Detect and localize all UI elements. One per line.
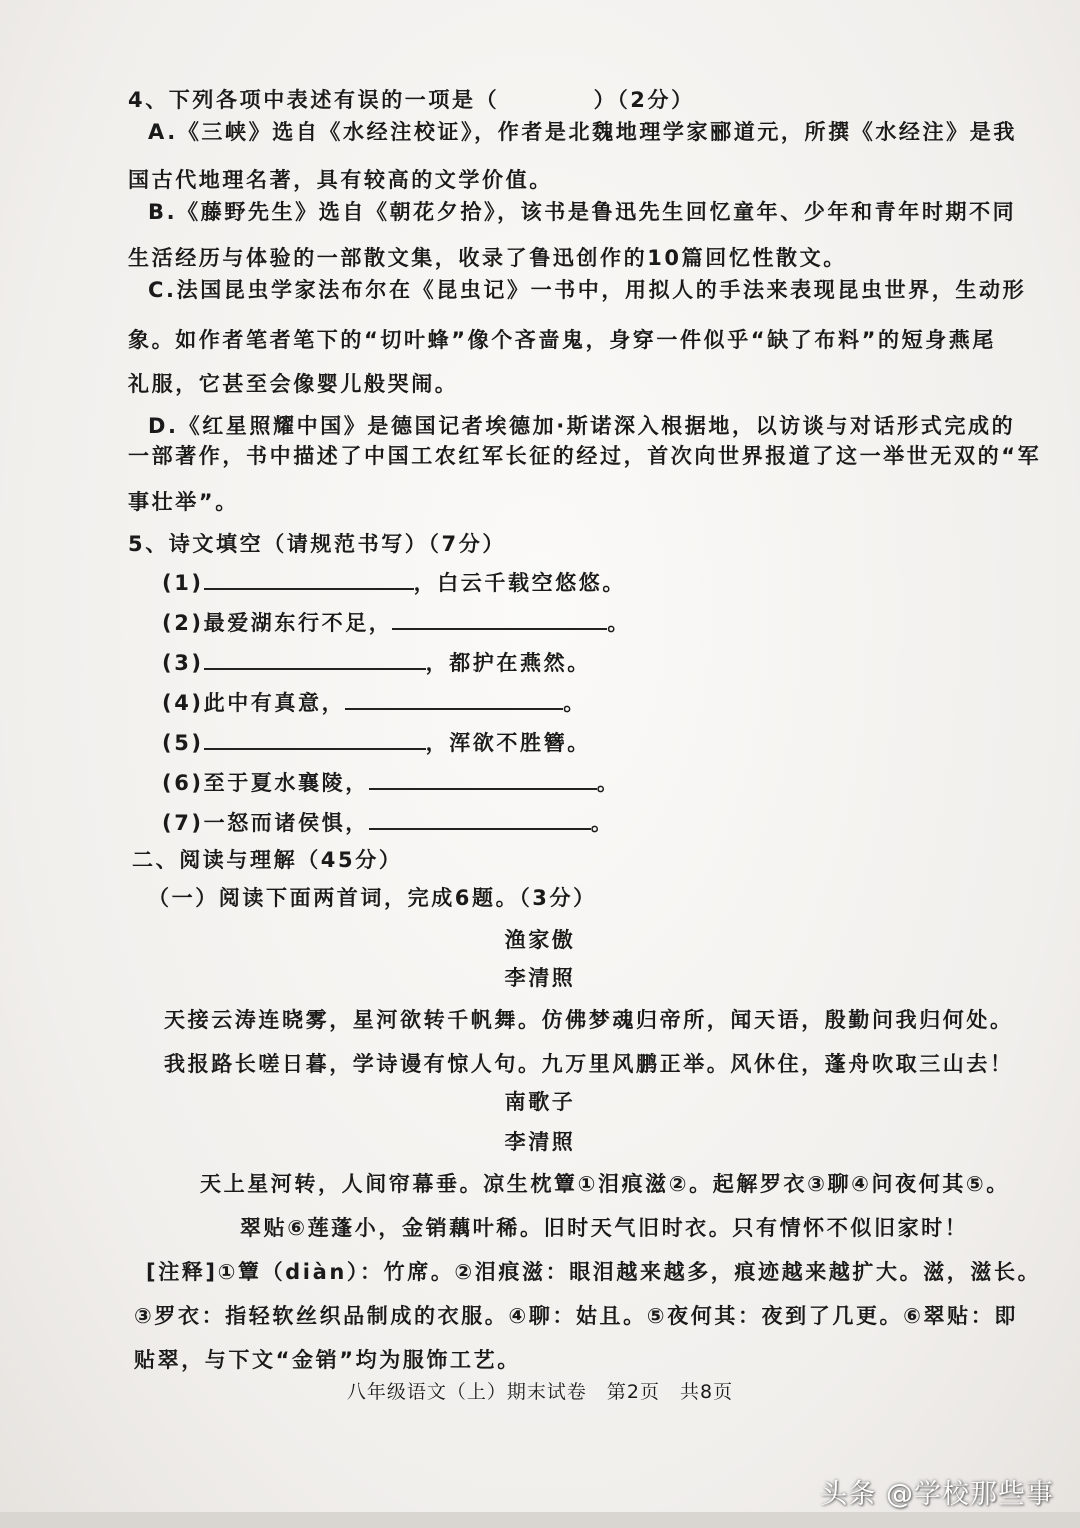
item-text: 至于夏水襄陵，	[203, 771, 369, 795]
item-number: (5)	[162, 731, 204, 755]
fill-item-4	[162, 688, 587, 717]
section-2-title: 二、阅读与理解（45分）	[132, 848, 403, 872]
item-number: (6)	[162, 771, 204, 795]
item-number: (3)	[162, 651, 204, 675]
answer-blank[interactable]	[345, 688, 563, 710]
fill-item-1	[162, 568, 626, 597]
poem-1-title: 渔家傲	[504, 928, 576, 952]
question-4-title: 4、下列各项中表述有误的一项是（ ）（2分）	[128, 88, 695, 112]
item-text: ，白云千载空悠悠。	[413, 571, 627, 595]
scan-edge	[0, 1512, 1080, 1528]
poem-2-line-1: 天上星河转，人间帘幕垂。凉生枕簟①泪痕滋②。起解罗衣③聊④问夜何其⑤。	[200, 1172, 1010, 1196]
item-text: ，都护在燕然。	[425, 651, 591, 675]
poem-2-author: 李清照	[504, 1130, 576, 1154]
fill-item-5	[162, 728, 591, 757]
item-text: 。	[607, 611, 632, 635]
fill-item-2	[162, 608, 631, 637]
poem-2-line-2: 翠贴⑥莲蓬小，金销藕叶稀。旧时天气旧时衣。只有情怀不似旧家时！	[240, 1216, 969, 1240]
answer-blank[interactable]	[204, 568, 414, 590]
item-text: 。	[596, 771, 621, 795]
notes-line-2: ③罗衣：指轻软丝织品制成的衣服。④聊：姑且。⑤夜何其：夜到了几更。⑥翠贴：即	[134, 1304, 1018, 1328]
answer-blank[interactable]	[369, 808, 591, 830]
answer-blank[interactable]	[204, 728, 426, 750]
fill-item-3	[162, 648, 591, 677]
item-text: 。	[590, 811, 615, 835]
notes-line-3: 贴翠，与下文“金销”均为服饰工艺。	[134, 1348, 521, 1372]
answer-blank[interactable]	[392, 608, 607, 630]
option-d-line-2: 一部著作，书中描述了中国工农红军长征的经过，首次向世界报道了这一举世无双的“军	[128, 444, 1042, 468]
option-c-line-1: C.法国昆虫学家法布尔在《昆虫记》一书中，用拟人的手法来表现昆虫世界，生动形	[148, 278, 1027, 302]
option-d-line-1: D.《红星照耀中国》是德国记者埃德加·斯诺深入根据地，以访谈与对话形式完成的	[148, 414, 1016, 438]
option-c-line-3: 礼服，它甚至会像婴儿般哭闹。	[128, 372, 459, 396]
section-2-subtitle: （一）阅读下面两首词，完成6题。（3分）	[148, 886, 597, 910]
item-number: (4)	[162, 691, 204, 715]
fill-item-7	[162, 808, 614, 837]
item-text: 一怒而诸侯惧，	[203, 811, 369, 835]
item-text: 。	[563, 691, 587, 715]
poem-1-author: 李清照	[504, 966, 576, 990]
notes-line-1: [注释]①簟（diàn）：竹席。②泪痕滋：眼泪越来越多，痕迹越来越扩大。滋，滋长。	[146, 1260, 1042, 1284]
watermark: 头条 @学校那些事	[820, 1479, 1054, 1510]
poem-2-title: 南歌子	[504, 1090, 576, 1114]
option-a-line-2: 国古代地理名著，具有较高的文学价值。	[128, 168, 553, 192]
item-number: (1)	[162, 571, 204, 595]
option-b-line-2: 生活经历与体验的一部散文集，收录了鲁迅创作的10篇回忆性散文。	[128, 246, 847, 270]
poem-1-line-1: 天接云涛连晓雾，星河欲转千帆舞。仿佛梦魂归帝所，闻天语，殷勤问我归何处。	[164, 1008, 1014, 1032]
poem-1-line-2: 我报路长嗟日暮，学诗谩有惊人句。九万里风鹏正举。风休住，蓬舟吹取三山去！	[164, 1052, 1014, 1076]
fill-item-6	[162, 768, 620, 797]
item-text: 最爱湖东行不足，	[203, 611, 393, 635]
item-text: 此中有真意，	[203, 691, 346, 715]
option-d-line-3: 事壮举”。	[128, 490, 239, 514]
question-5-title: 5、诗文填空（请规范书写）（7分）	[128, 532, 506, 556]
item-number: (7)	[162, 811, 204, 835]
option-c-line-2: 象。如作者笔者笔下的“切叶蜂”像个吝啬鬼，身穿一件似乎“缺了布料”的短身燕尾	[128, 328, 997, 352]
option-a-line-1: A.《三峡》选自《水经注校证》，作者是北魏地理学家郦道元，所撰《水经注》是我	[148, 120, 1017, 144]
option-b-line-1: B.《藤野先生》选自《朝花夕拾》，该书是鲁迅先生回忆童年、少年和青年时期不同	[148, 200, 1017, 224]
item-text: ，浑欲不胜簪。	[425, 731, 591, 755]
item-number: (2)	[162, 611, 204, 635]
answer-blank[interactable]	[204, 648, 426, 670]
page-footer: 八年级语文（上）期末试卷 第2页 共8页	[346, 1381, 734, 1403]
answer-blank[interactable]	[369, 768, 597, 790]
